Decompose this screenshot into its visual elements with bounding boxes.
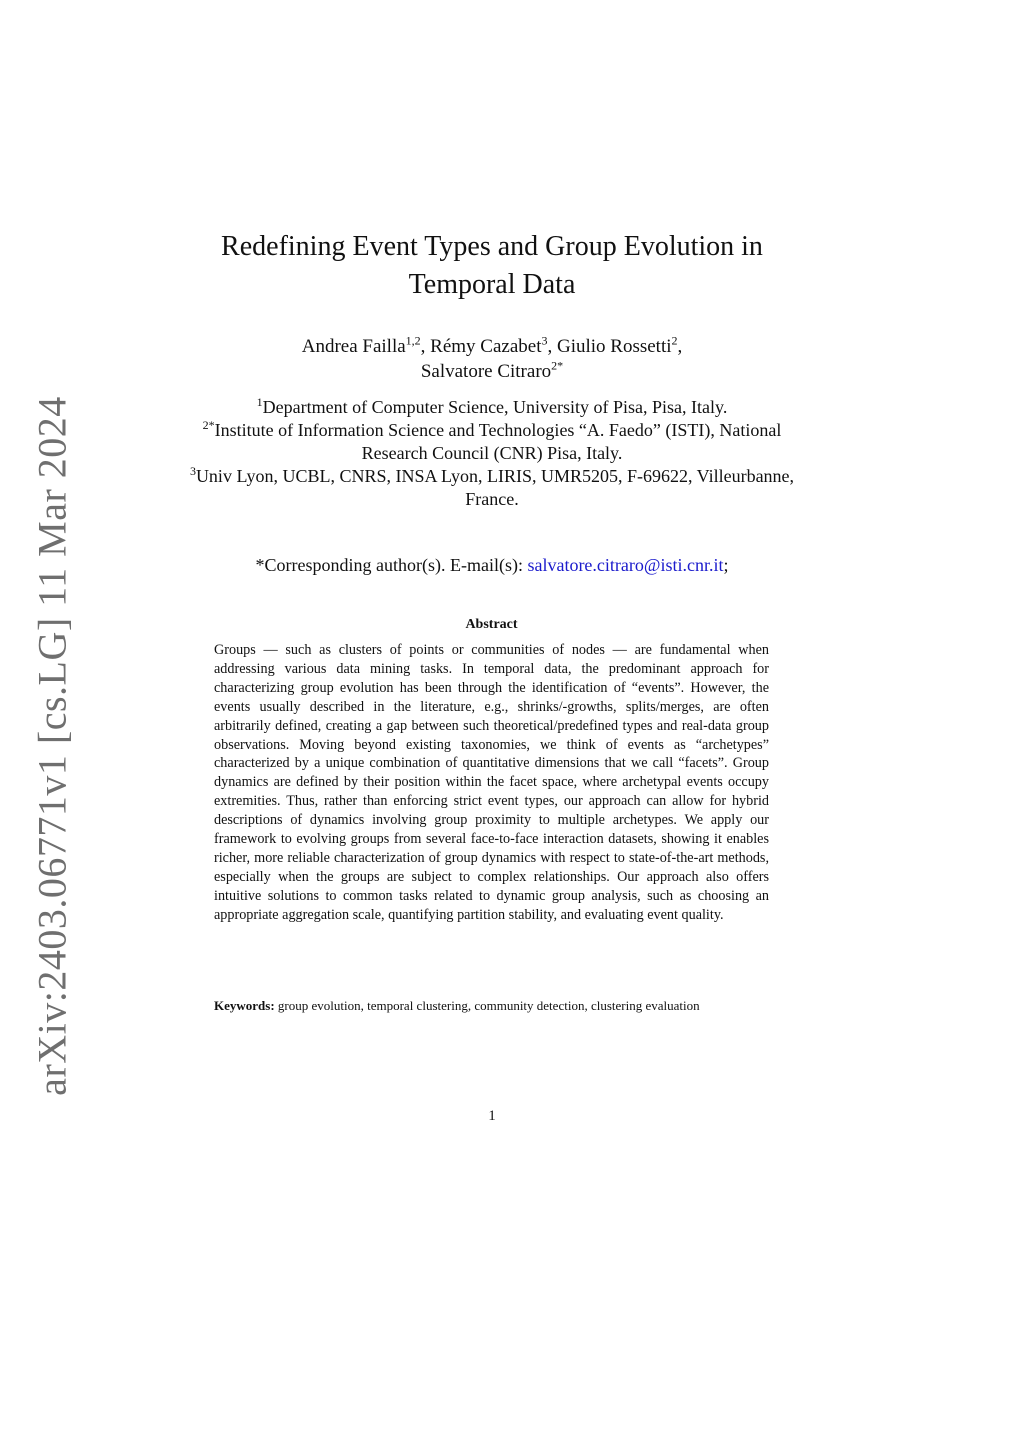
corresponding-author-note (172, 553, 812, 577)
affiliation-text: Department of Computer Science, University of Pisa, Pisa, Italy. (262, 397, 728, 417)
author (430, 333, 557, 357)
corresponding-suffix: ; (723, 555, 729, 575)
abstract-body: Groups — such as clusters of points or communities of nodes — are fundamental when addressing various data mining tasks. In temporal data, the predominant approach for characterizing group evolution has been through the identification of “events”. However, the events usually described in the literature, e.g., shrinks/-growths, splits/merges, are often arbitrarily defined, creating a gap between such theoretical/predefined types and real-data group observations. Moving beyond existing taxonomies, we think of events as “archetypes” characterized by a unique combination of quantitative dimensions that we call “facets”. Group dynamics are defined by their position within the facet space, where archetypal events occupy extremities. Thus, rather than enforcing strict event types, our approach can allow for hybrid descriptions of dynamics involving group proximity to multiple archetypes. We apply our framework to evolving groups from several face-to-face interaction datasets, showing it enables richer, more reliable characterization of group dynamics with respect to state-of-the-art methods, especially when the groups are subject to complex relationships. Our approach also offers intuitive solutions to common tasks related to dynamic group analysis, such as choosing an appropriate aggregation scale, quantifying partition stability, and evaluating event quality. (214, 642, 769, 923)
corresponding-prefix: *Corresponding author(s). E-mail(s): (255, 555, 528, 575)
affiliation-marker: 1 (256, 395, 263, 409)
author-affiliation-marker: 2 (671, 333, 678, 348)
author-name: Andrea Failla (301, 336, 406, 357)
corresponding-email-link[interactable]: salvatore.citraro@isti.cnr.it (527, 555, 724, 575)
author-line-1 (192, 334, 792, 359)
author (301, 333, 431, 357)
affiliation-list (172, 396, 812, 511)
affiliation (172, 396, 812, 419)
affiliation-marker: 3 (189, 464, 196, 478)
abstract-heading: Abstract (465, 617, 518, 632)
author-list (192, 334, 792, 384)
author (556, 333, 683, 357)
author-separator: , (420, 336, 431, 357)
author (420, 358, 564, 382)
author-name: Rémy Cazabet (430, 336, 542, 357)
page-number: 1 (488, 1108, 496, 1124)
affiliation-text: Institute of Information Science and Technologies “A. Faedo” (ISTI), National Research Council (CNR) Pisa, Italy. (214, 420, 782, 463)
keywords-label: Keywords: (214, 998, 275, 1013)
author-name: Salvatore Citraro (420, 361, 552, 382)
affiliation-text: Univ Lyon, UCBL, CNRS, INSA Lyon, LIRIS, UMR5205, F-69622, Villeurbanne, France. (195, 466, 795, 509)
author-affiliation-marker: 3 (541, 333, 548, 348)
author-name: Giulio Rossetti (556, 336, 672, 357)
author-separator: , (547, 336, 557, 357)
author-affiliation-marker: 2* (551, 358, 564, 373)
arxiv-identifier: arXiv:2403.06771v1 [cs.LG] 11 Mar 2024 (29, 396, 75, 1096)
keywords (214, 997, 769, 1014)
affiliation (172, 419, 812, 465)
author-affiliation-marker: 1,2 (405, 333, 421, 348)
paper-title: Redefining Event Types and Group Evolution in Temporal Data (221, 231, 763, 300)
author-line-2 (192, 359, 792, 384)
keywords-text: group evolution, temporal clustering, community detection, clustering evaluation (277, 998, 700, 1013)
affiliation-marker: 2* (202, 418, 215, 432)
affiliation (172, 465, 812, 511)
author-separator: , (677, 336, 683, 357)
